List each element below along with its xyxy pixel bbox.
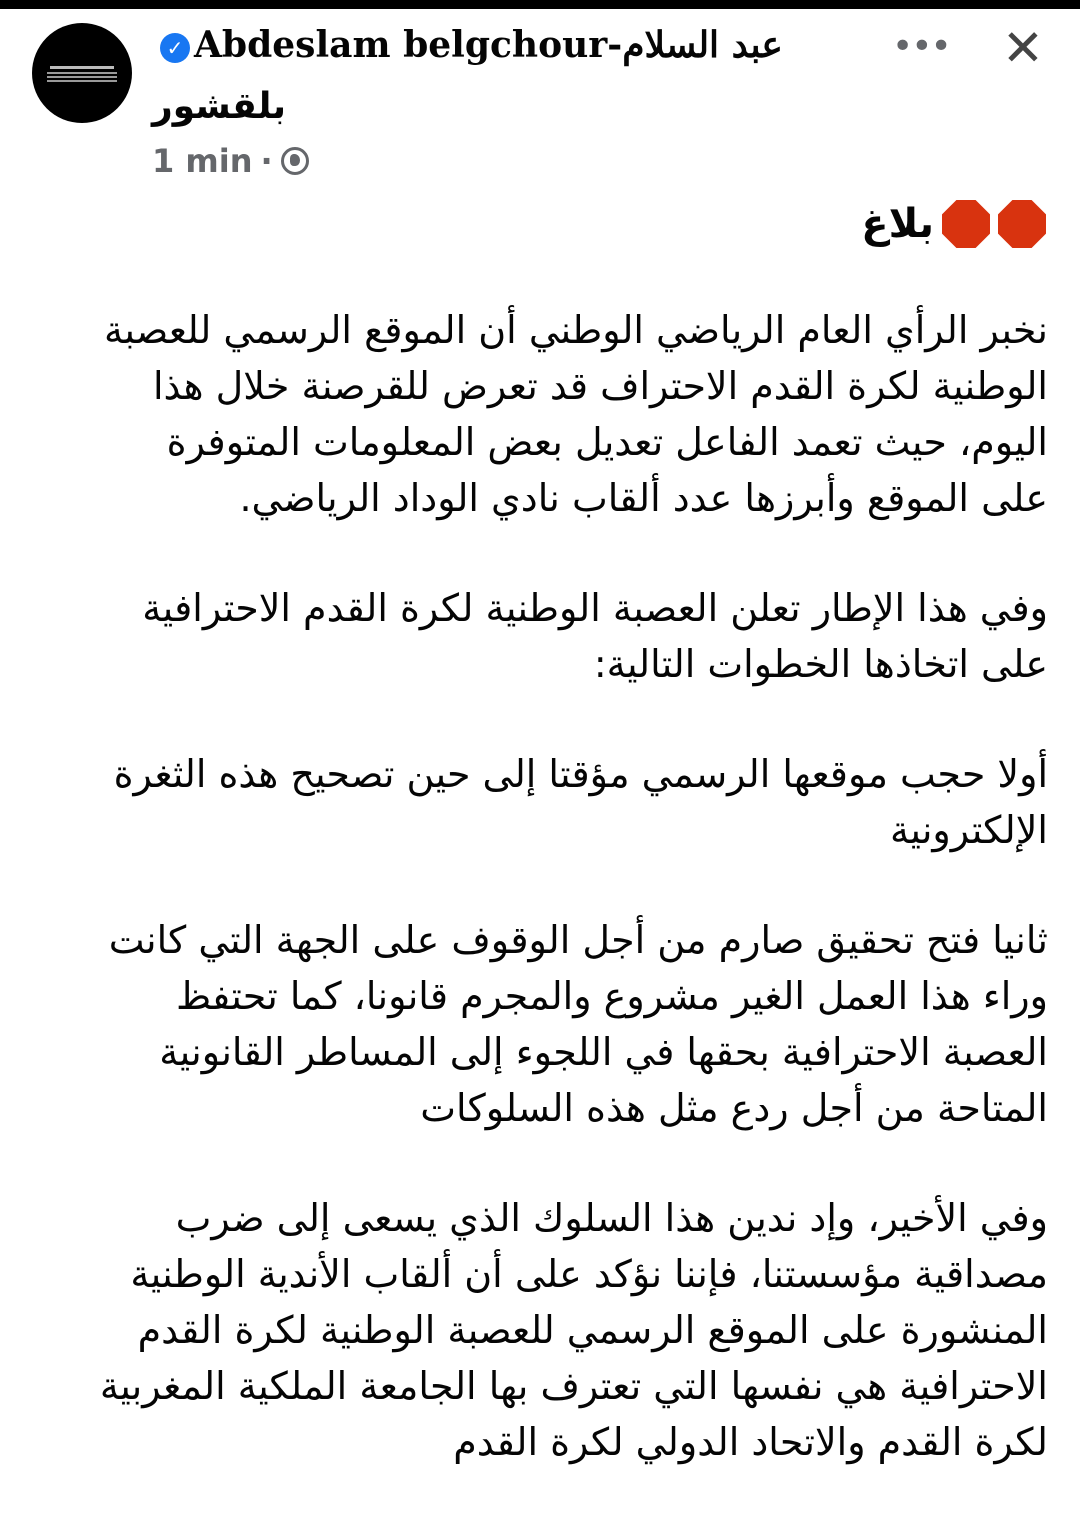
post-paragraph [18, 1190, 1048, 1470]
more-options-button[interactable]: ••• [892, 26, 950, 67]
post-text-line: لكرة القدم والاتحاد الدولي لكرة القدم [453, 1420, 1048, 1464]
verified-badge-icon: ✓ [160, 33, 190, 63]
post-text-line: نخبر الرأي العام الرياضي الوطني أن الموقع الرسمي للعصبة [104, 308, 1048, 352]
post-time[interactable]: 1 min [152, 142, 253, 180]
post-paragraph [18, 746, 1048, 858]
avatar-decoration [47, 80, 117, 82]
post-text-line: اليوم، حيث تعمد الفاعل تعديل بعض المعلومات المتوفرة [166, 420, 1048, 464]
post-title-text: بلاغ [861, 201, 934, 247]
status-bar [0, 0, 1080, 9]
avatar[interactable] [32, 23, 132, 123]
avatar-decoration [47, 76, 117, 78]
post-paragraph [18, 912, 1048, 1136]
post-text-line: مصداقية مؤسستنا، فإننا نؤكد على أن ألقاب الأندية الوطنية [130, 1252, 1048, 1296]
post-text-line: المتاحة من أجل ردع مثل هذه السلوكات [420, 1086, 1048, 1130]
post-text-line: المنشورة على الموقع الرسمي للعصبة الوطنية لكرة القدم [137, 1308, 1048, 1352]
post-text-line: ثانيا فتح تحقيق صارم من أجل الوقوف على الجهة التي كانت [108, 918, 1048, 962]
post-text-line: الإلكترونية [890, 808, 1048, 852]
post-text-line: وفي هذا الإطار تعلن العصبة الوطنية لكرة القدم الاحترافية [142, 586, 1048, 630]
author-name-line2[interactable]: بلقشور [152, 86, 287, 127]
post-text-line: الاحترافية هي نفسها التي تعترف بها الجامعة الملكية المغربية [99, 1364, 1048, 1408]
post-text-line: الوطنية لكرة القدم الاحتراف قد تعرض للقرصنة خلال هذا [152, 364, 1048, 408]
globe-icon [281, 147, 309, 175]
stop-sign-icon [942, 200, 990, 248]
meta-separator: · [260, 142, 273, 180]
post-body [18, 302, 1048, 1524]
post-text-line: على الموقع وأبرزها عدد ألقاب نادي الوداد الرياضي. [239, 476, 1048, 520]
avatar-decoration [47, 72, 117, 74]
stop-sign-icon [998, 200, 1046, 248]
post-text-line: وراء هذا العمل الغير مشروع والمجرم قانونا، كما تحتفظ [175, 974, 1048, 1018]
close-button[interactable]: ✕ [1002, 19, 1044, 77]
post-paragraph [18, 302, 1048, 526]
author-name[interactable] [160, 22, 783, 68]
avatar-decoration [50, 66, 114, 69]
post-text-line: على اتخاذها الخطوات التالية: [593, 642, 1048, 686]
post-paragraph [18, 580, 1048, 692]
post-text-line: العصبة الاحترافية بحقها في اللجوء إلى المساطر القانونية [159, 1030, 1048, 1074]
post-text-line: وفي الأخير، وإد ندين هذا السلوك الذي يسعى إلى ضرب [175, 1196, 1048, 1240]
post-title [861, 200, 1046, 248]
author-name-text[interactable]: Abdeslam belgchour-عبد السلام [194, 24, 783, 66]
post-meta [152, 142, 309, 180]
post-text-line: أولا حجب موقعها الرسمي مؤقتا إلى حين تصحيح هذه الثغرة [113, 752, 1048, 796]
